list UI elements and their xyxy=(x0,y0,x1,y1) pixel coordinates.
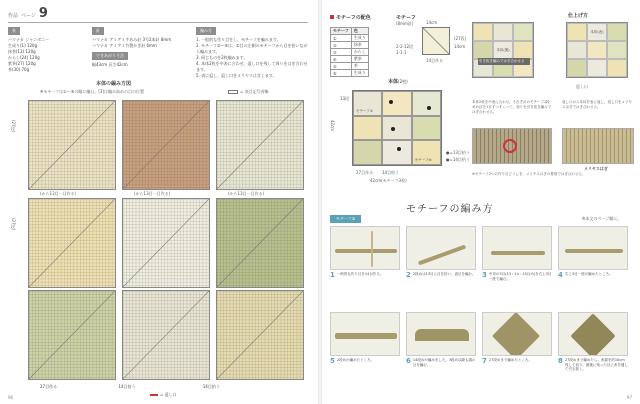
body-dim: 14目拾う xyxy=(382,170,400,175)
yarn-info xyxy=(8,27,80,73)
bottom-total: 14目拾う xyxy=(118,384,136,389)
step: 1 一般的な作り目を14目作る。 xyxy=(330,226,400,279)
color-table-header: モチーフ xyxy=(331,28,352,35)
motif-dim: 2-2-12段 xyxy=(396,44,414,49)
needle-tag: 針 xyxy=(92,27,104,35)
stitch-note: (から13目一目作る) xyxy=(134,191,171,196)
finish-note: ※モチーフ2つの作り目どうしを、メリヤスはぎの要領ではぎ合わせる。 xyxy=(472,172,586,176)
finish-panel-back xyxy=(472,22,534,78)
body-cell xyxy=(412,91,441,116)
body-cell xyxy=(382,116,411,141)
chart-title: 本体の編み方図 xyxy=(96,81,132,87)
mattress-photo xyxy=(562,128,634,164)
needle-line: ハマナカ アミアミ竹製かぎ針 6mm xyxy=(92,43,157,48)
body-cell: モチーフ① xyxy=(353,91,382,116)
pattern-header xyxy=(8,6,48,21)
motif-knitting-title: モチーフの編み方 xyxy=(406,204,494,215)
finish-note: 本体2枚を中表に合わせ、それぞれのモチーフ1段めの目を1目ずつすくって、周りを引き抜き編みではぎ合わせる。 xyxy=(472,100,552,114)
method-line: 5. 表に返し、返し口をメリヤスはぎします。 xyxy=(196,73,277,78)
step: 4 右上3目一度が編めたところ。 xyxy=(558,226,628,279)
legend-label: = 表目記号省略 xyxy=(240,89,269,94)
bottom-legend xyxy=(150,392,177,398)
color-section-title: モチーフの配色 xyxy=(330,14,371,21)
method-line: 2. モチーフ②～⑨は、①目の左側のモチーフから目を拾いながら編みます。 xyxy=(196,43,308,54)
chart-legend xyxy=(228,89,269,95)
method-tag: 編み方 xyxy=(196,27,216,35)
motif-diagram xyxy=(422,27,450,55)
color-cell: 茶 xyxy=(351,63,368,70)
step: 8 27段めまで編めたら、糸端を約10cm残して切り、最後に残った目に糸を通して引き抜く。 xyxy=(558,312,628,372)
finish-title: 仕上げ方 xyxy=(568,13,589,19)
motif-chart xyxy=(122,100,210,190)
motif-chart xyxy=(122,198,210,288)
motif-chart xyxy=(28,198,116,288)
yarn-line: 茶(30) 70g xyxy=(8,67,30,72)
left-page xyxy=(0,0,318,404)
section-marker xyxy=(330,15,334,19)
yarn-line: 生成り(1) 120g xyxy=(8,43,38,48)
color-table-header: 色 xyxy=(351,28,368,35)
body-dim: 42cm xyxy=(330,120,335,132)
finish-label: メリヤスはぎ xyxy=(584,166,608,171)
color-cell: ③ xyxy=(331,49,352,56)
bottom-totals xyxy=(40,384,220,390)
finish-panel-front xyxy=(566,22,628,78)
color-cell: ⑤ xyxy=(331,63,352,70)
color-cell: 抹茶 xyxy=(351,42,368,49)
finish-panel-note: 引き抜き編みではぎ合わせる xyxy=(478,58,530,65)
body-dim: 13段 xyxy=(340,96,350,101)
bottom-total: 14目拾う xyxy=(202,384,220,389)
motif-chart xyxy=(216,290,304,380)
method-line: 4. 本体2枚を中表に合わせ、返し口を残して周りをはぎ合わせます。 xyxy=(196,61,308,72)
rows-label: (27段) xyxy=(11,218,16,231)
pattern-number: 9 xyxy=(38,6,48,21)
size-line: 幅43cm 長さ42cm xyxy=(92,62,128,67)
yarn-tag: 糸 xyxy=(8,27,20,35)
page-label: ページ xyxy=(21,13,36,19)
step: 5 2段めが編めたところ。 xyxy=(330,312,400,365)
chart-note: ※モチーフは①～⑨の順に編む。[3]は編み始めの目の位置 xyxy=(40,89,144,94)
body-cell xyxy=(382,91,411,116)
marker-legend: ●=13目拾う xyxy=(446,150,470,155)
header-rule xyxy=(8,22,308,23)
folio-left: 96 xyxy=(8,395,14,400)
yarn-line: 抹茶(12) 120g xyxy=(8,49,36,54)
color-cell: 生成り xyxy=(351,70,368,77)
finish-note: 返し口から本体を表に返し、返し口をメリヤスはぎではぎ合わせる。 xyxy=(562,100,632,109)
finish-panel-label: 本体(裏) xyxy=(493,41,513,59)
color-cell: ⑥ xyxy=(331,70,352,77)
seam-highlight xyxy=(503,139,517,153)
body-dim: 42cm(モチーフ3枚) xyxy=(370,178,407,183)
pattern-label: 作品 xyxy=(8,13,19,19)
bottom-total: 27目作る xyxy=(40,384,58,389)
motif-chart xyxy=(216,100,304,190)
motif-dim: 14目作る xyxy=(426,58,444,63)
step: 3 中央の3目(13・14・15目め)を右上3目一度で編む。 xyxy=(482,226,552,281)
right-page xyxy=(322,0,640,404)
needle-info xyxy=(92,27,172,68)
return-opening-swatch xyxy=(150,394,158,396)
method-line: 3. 同じものを2枚編みます。 xyxy=(196,55,248,60)
motif-section-title: モチーフ xyxy=(396,15,416,21)
body-cell: モチーフ⑨ xyxy=(412,140,441,165)
stitch-note: (から13目一目作る) xyxy=(40,191,77,196)
color-cell: ② xyxy=(331,42,352,49)
color-cell: ① xyxy=(331,35,352,42)
size-tag: できあがり寸法 xyxy=(92,52,128,60)
motif-chart xyxy=(28,290,116,380)
motif-stitch: (8mm針) xyxy=(396,21,414,26)
body-cell xyxy=(412,116,441,141)
body-layout xyxy=(352,90,442,166)
finish-panel-label: 本体(表) xyxy=(587,23,607,41)
body-cell xyxy=(382,140,411,165)
needle-line: ハマナカ アミアミ手あみ針 3号2本針 8mm xyxy=(92,37,172,42)
finish-panel-note: 返し口 xyxy=(576,84,588,89)
motif-dim: (27段) xyxy=(454,36,467,41)
marker-legend: ●=14目拾う xyxy=(446,157,470,162)
seaming-photo xyxy=(472,128,552,164)
bottom-legend-label: = 返し口 xyxy=(160,392,177,397)
motif-chip: モチーフ① xyxy=(330,215,361,223)
motif-dim: 14cm xyxy=(426,20,438,25)
motif-chip-note: ※本文のページ順に。 xyxy=(582,216,622,221)
step: 7 27段めまで編めたところ。 xyxy=(482,312,552,365)
yarn-line: からし(24) 120g xyxy=(8,55,40,60)
stitch-note: (から13目一目作る) xyxy=(228,191,265,196)
step: 6 14段めが編めました。3段め以降も端の目を編む。 xyxy=(406,312,476,367)
motif-dim: 14cm xyxy=(454,44,466,49)
yarn-line: ハマナカ ジャンボニー xyxy=(8,37,50,42)
folio-right: 97 xyxy=(626,395,632,400)
body-dim: 27目作る xyxy=(356,170,374,175)
color-cell: からし xyxy=(351,49,368,56)
motif-chart xyxy=(216,198,304,288)
rows-label: (27段) xyxy=(11,120,16,133)
method-line: 1. 一般的な作り目をし、モチーフを編みます。 xyxy=(196,37,281,42)
legend-swatch xyxy=(228,90,238,94)
color-cell: 生成り xyxy=(351,35,368,42)
color-cell: ④ xyxy=(331,56,352,63)
body-cell xyxy=(353,140,382,165)
color-cell: 紫茶 xyxy=(351,56,368,63)
body-cell xyxy=(353,116,382,141)
motif-dim: 1-1-1 xyxy=(396,50,407,55)
color-table xyxy=(330,27,369,77)
body-title: 本体(2枚) xyxy=(388,79,408,85)
motif-chart xyxy=(28,100,116,190)
method-info xyxy=(196,27,310,79)
yarn-line: 紫茶(27) 120g xyxy=(8,61,36,66)
step: 2 2段めは13目に目を拾い、表目を編む。 xyxy=(406,226,476,279)
motif-chart xyxy=(122,290,210,380)
